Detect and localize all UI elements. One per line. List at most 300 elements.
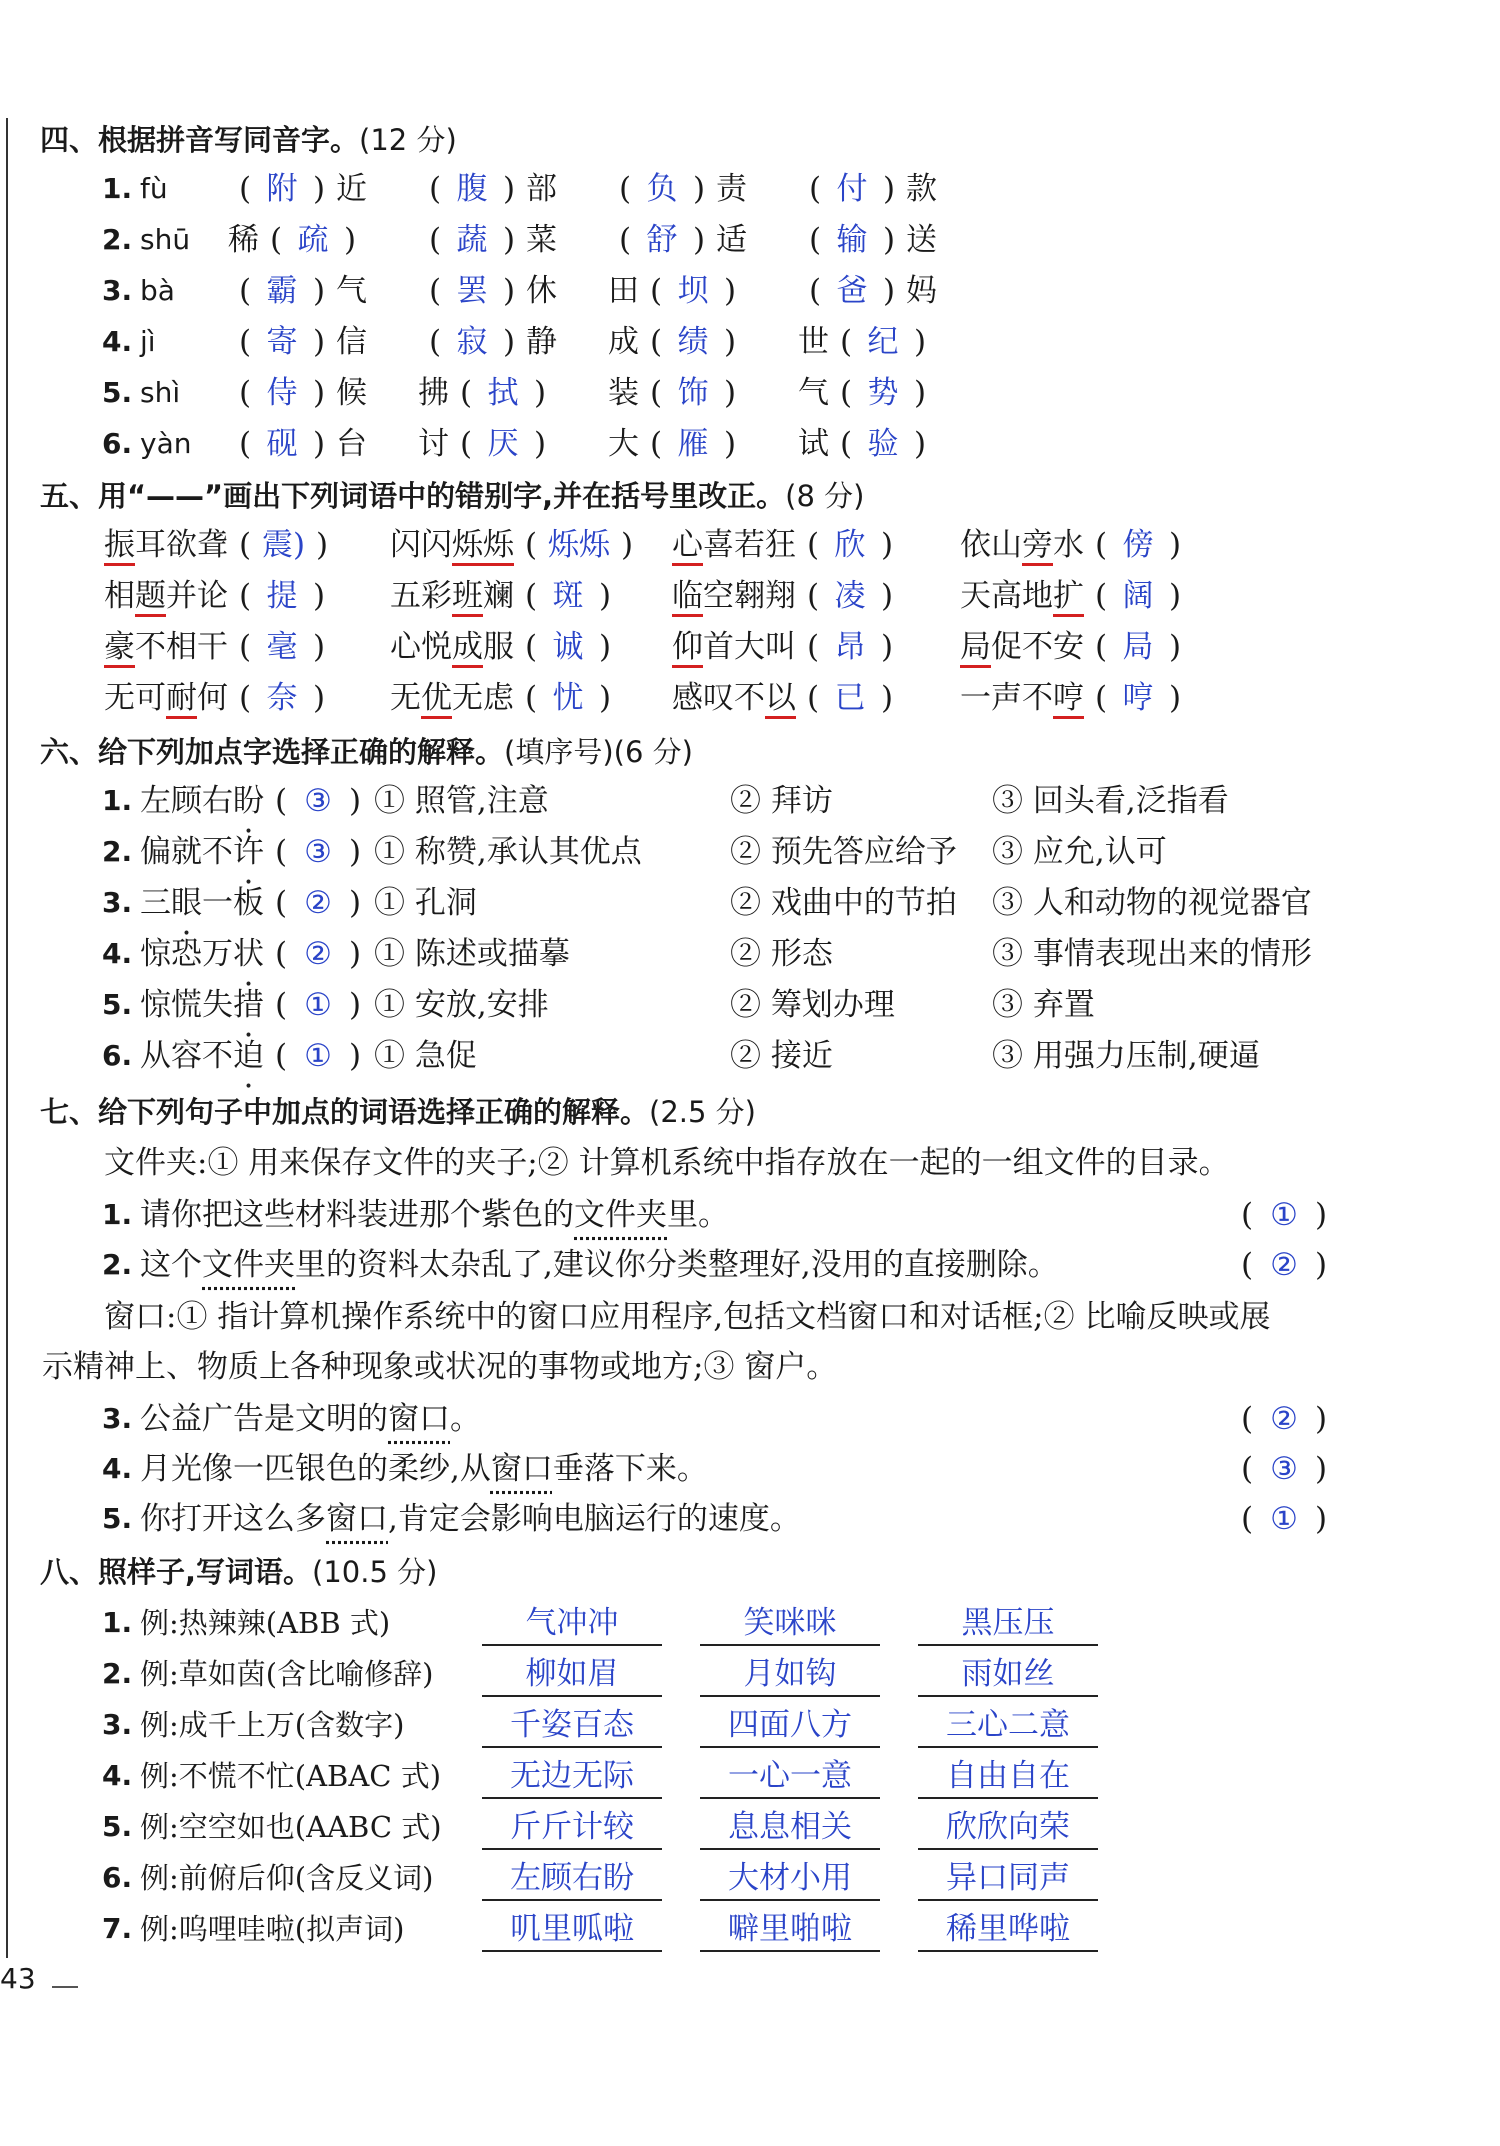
idiom-prefix: 无可 — [104, 680, 166, 716]
close-paren: ) — [348, 987, 362, 1023]
idiom-suffix: 喜若狂 — [703, 527, 796, 563]
example-prompt: 例:空空如也(AABC 式) — [140, 1810, 442, 1844]
answer-char: 舒 — [646, 222, 678, 258]
meaning-option: ① 孔洞 — [374, 885, 477, 921]
answer-char: 寄 — [266, 324, 298, 360]
answer-blank: 大材小用 — [700, 1855, 880, 1901]
corrected-char: 奈 — [266, 680, 298, 716]
answer-choice: ③ — [1270, 1451, 1298, 1487]
answer-char: 蔬 — [456, 222, 488, 258]
close-paren: ) — [692, 171, 706, 207]
idiom-suffix: 耳欲聋 — [135, 527, 228, 563]
answer-choice: ② — [304, 885, 332, 921]
close-paren: ) — [882, 171, 896, 207]
idiom-suffix: 不相干 — [135, 629, 228, 665]
meaning-option: ③ 用强力压制,硬逼 — [992, 1038, 1260, 1074]
close-paren: ) — [913, 426, 927, 462]
s4-row — [0, 421, 1500, 467]
close-paren: ) — [502, 171, 516, 207]
open-paren: ( — [649, 273, 663, 309]
answer-char: 砚 — [266, 426, 298, 462]
section-score: (12 分) — [359, 123, 457, 157]
s7-row — [0, 1242, 1500, 1288]
word-suffix: 信 — [336, 324, 367, 360]
idiom-correction — [672, 624, 904, 670]
corrected-char: 傍 — [1122, 527, 1154, 563]
wrong-char-underlined: 班 — [452, 578, 483, 617]
word-suffix: 静 — [526, 324, 557, 360]
idiom-text: 从容不 — [140, 1038, 233, 1074]
meaning-option: ② 筹划办理 — [730, 987, 895, 1023]
word-prefix: 成 — [608, 324, 639, 360]
wrong-char-underlined: 仰 — [672, 629, 703, 668]
close-paren: ) — [348, 936, 362, 972]
close-paren: ) — [316, 527, 329, 563]
answer-char: 附 — [266, 171, 298, 207]
word-suffix: 款 — [906, 171, 937, 207]
answer-blank: 黑压压 — [918, 1600, 1098, 1646]
section-7-heading — [40, 1090, 756, 1131]
meaning-option: ① 称赞,承认其优点 — [374, 834, 642, 870]
s5-row — [0, 522, 1500, 568]
open-paren: ( — [524, 629, 538, 665]
close-paren: ) — [620, 527, 634, 563]
answer-char: 疏 — [297, 222, 329, 258]
idiom-with-dot — [140, 982, 372, 1028]
answer-blank: 千姿百态 — [482, 1702, 662, 1748]
item-number: 3. — [102, 1402, 133, 1435]
corrected-char: 震) — [262, 527, 306, 563]
close-paren: ) — [533, 375, 547, 411]
item-number: 6. — [102, 427, 133, 460]
dotted-word: 文件夹 — [574, 1197, 667, 1233]
sentence — [140, 1242, 1059, 1288]
open-paren: ( — [274, 783, 288, 819]
sentence-text: ,肯定会影响电脑运行的速度。 — [388, 1501, 801, 1537]
dotted-char: 盼 — [233, 783, 264, 819]
open-paren: ( — [274, 1038, 288, 1074]
close-paren: ) — [1314, 1197, 1328, 1233]
word-suffix: 责 — [716, 171, 747, 207]
idiom-correction — [960, 624, 1192, 670]
s5-row — [0, 624, 1500, 670]
idiom-with-dot — [140, 829, 372, 875]
word-suffix: 部 — [526, 171, 557, 207]
dotted-char: 措 — [233, 987, 264, 1023]
answer-char: 腹 — [456, 171, 488, 207]
dotted-word: 窗口 — [388, 1401, 450, 1437]
section-title: 七、给下列句子中加点的词语选择正确的解释。 — [40, 1095, 650, 1129]
open-paren: ( — [839, 426, 853, 462]
close-paren: ) — [723, 324, 737, 360]
s7-row — [0, 1496, 1500, 1542]
item-number: 7. — [102, 1912, 133, 1945]
open-paren: ( — [238, 273, 252, 309]
idiom-text: 左顾右 — [140, 783, 233, 819]
sentence-text: 公益广告是文明的 — [140, 1401, 388, 1437]
idiom-suffix: 无虑 — [452, 680, 514, 716]
idiom-correction — [104, 675, 336, 721]
open-paren: ( — [1240, 1451, 1254, 1487]
homophone-blank — [228, 370, 367, 416]
word-suffix: 近 — [336, 171, 367, 207]
wrong-char-underlined: 成 — [452, 629, 483, 668]
open-paren: ( — [238, 171, 252, 207]
s8-row — [0, 1600, 1500, 1646]
answer-char: 爸 — [836, 273, 868, 309]
close-paren: ) — [502, 222, 516, 258]
idiom-prefix: 一声不 — [960, 680, 1053, 716]
idiom-prefix: 天高地 — [960, 578, 1053, 614]
idiom-correction — [104, 624, 336, 670]
open-paren: ( — [238, 426, 252, 462]
idiom-suffix: 首大叫 — [703, 629, 796, 665]
example-prompt: 例:草如茵(含比喻修辞) — [140, 1657, 434, 1691]
wrong-char-underlined: 耐 — [166, 680, 197, 719]
wrong-char-underlined: 振 — [104, 527, 135, 566]
answer-blank: 噼里啪啦 — [700, 1906, 880, 1952]
close-paren: ) — [343, 222, 357, 258]
close-paren: ) — [1168, 578, 1182, 614]
s6-row — [0, 880, 1500, 926]
close-paren: ) — [880, 680, 894, 716]
close-paren: ) — [1314, 1247, 1328, 1283]
answer-blank: 自由自在 — [918, 1753, 1098, 1799]
answer-char: 厌 — [487, 426, 519, 462]
section-5-heading — [40, 474, 864, 515]
item-number: 4. — [102, 937, 133, 970]
homophone-blank — [798, 217, 937, 263]
open-paren: ( — [1240, 1197, 1254, 1233]
sentence-text: 垂落下来。 — [552, 1451, 708, 1487]
answer-char: 寂 — [456, 324, 488, 360]
example-prompt: 例:热辣辣(ABB 式) — [140, 1606, 391, 1640]
idiom-correction — [390, 675, 622, 721]
s8-row — [0, 1855, 1500, 1901]
corrected-char: 诚 — [552, 629, 584, 665]
wrong-char-underlined: 旁 — [1022, 527, 1053, 566]
answer-char: 饰 — [677, 375, 709, 411]
idiom-text: 惊慌失 — [140, 987, 233, 1023]
open-paren: ( — [839, 375, 853, 411]
word-suffix: 休 — [526, 273, 557, 309]
answer-char: 负 — [646, 171, 678, 207]
idiom-prefix: 感叹不 — [672, 680, 765, 716]
answer-blank: 无边无际 — [482, 1753, 662, 1799]
close-paren: ) — [502, 273, 516, 309]
answer-choice: ① — [1270, 1501, 1298, 1537]
meaning-option: ① 急促 — [374, 1038, 477, 1074]
item-number: 5. — [102, 1810, 133, 1843]
idiom-suffix: 水 — [1053, 527, 1084, 563]
corrected-char: 阔 — [1122, 578, 1154, 614]
open-paren: ( — [238, 629, 252, 665]
dotted-word: 窗口 — [326, 1501, 388, 1537]
answer-choice: ① — [1270, 1197, 1298, 1233]
idiom-prefix: 无 — [390, 680, 421, 716]
open-paren: ( — [238, 578, 252, 614]
answer-blank: 笑咪咪 — [700, 1600, 880, 1646]
close-paren: ) — [598, 680, 612, 716]
idiom-suffix: 并论 — [166, 578, 228, 614]
close-paren: ) — [723, 426, 737, 462]
close-paren: ) — [312, 324, 326, 360]
section-title: 五、用“——”画出下列词语中的错别字,并在括号里改正。 — [40, 479, 786, 513]
idiom-correction — [960, 522, 1192, 568]
dotted-word: 窗口 — [490, 1451, 553, 1487]
s5-row — [0, 573, 1500, 619]
homophone-blank — [418, 319, 557, 365]
answer-blank: 气冲冲 — [482, 1600, 662, 1646]
word-prefix: 试 — [798, 426, 829, 462]
homophone-blank — [418, 217, 557, 263]
answer-choice: ① — [304, 1038, 332, 1074]
close-paren: ) — [880, 629, 894, 665]
sentence-text: 里。 — [667, 1197, 729, 1233]
item-number: 1. — [102, 1606, 133, 1639]
meaning-option: ② 形态 — [730, 936, 833, 972]
wrong-char-underlined: 烁烁 — [452, 527, 514, 566]
open-paren: ( — [1094, 527, 1108, 563]
item-number: 6. — [102, 1861, 133, 1894]
homophone-blank — [608, 268, 747, 314]
meaning-option: ① 陈述或描摹 — [374, 936, 570, 972]
pinyin: shì — [140, 376, 181, 409]
item-number: 4. — [102, 1452, 133, 1485]
wrong-char-underlined: 哼 — [1053, 680, 1084, 719]
homophone-blank — [418, 370, 557, 416]
homophone-blank — [228, 217, 367, 263]
item-number: 6. — [102, 1039, 133, 1072]
s8-row — [0, 1906, 1500, 1952]
example-prompt: 例:不慌不忙(ABAC 式) — [140, 1759, 442, 1793]
sentence-text: 。 — [450, 1401, 481, 1437]
s7-row — [0, 1192, 1500, 1238]
corrected-char: 烁烁 — [548, 527, 610, 563]
answer-blank: 稀里哗啦 — [918, 1906, 1098, 1952]
idiom-correction — [390, 573, 622, 619]
dotted-word: 文件夹 — [202, 1247, 295, 1283]
word-prefix: 世 — [798, 324, 829, 360]
open-paren: ( — [806, 527, 820, 563]
homophone-blank — [608, 166, 747, 212]
open-paren: ( — [1240, 1401, 1254, 1437]
close-paren: ) — [348, 834, 362, 870]
example-prompt: 例:成千上万(含数字) — [140, 1708, 405, 1742]
item-number: 5. — [102, 1502, 133, 1535]
answer-blank: 息息相关 — [700, 1804, 880, 1850]
open-paren: ( — [806, 680, 820, 716]
homophone-blank — [418, 166, 557, 212]
item-number: 2. — [102, 1657, 133, 1690]
item-number: 4. — [102, 325, 133, 358]
word-prefix: 气 — [798, 375, 829, 411]
item-number: 3. — [102, 886, 133, 919]
answer-slot — [1230, 1496, 1338, 1542]
answer-char: 坝 — [677, 273, 709, 309]
s8-row — [0, 1804, 1500, 1850]
s6-row — [0, 778, 1500, 824]
open-paren: ( — [459, 426, 473, 462]
corrected-char: 昂 — [834, 629, 866, 665]
homophone-blank — [418, 268, 557, 314]
page-number-dash — [52, 1986, 78, 1988]
item-number: 3. — [102, 1708, 133, 1741]
homophone-blank — [418, 421, 557, 467]
item-number: 1. — [102, 784, 133, 817]
definition-window-line1: 窗口:① 指计算机操作系统中的窗口应用程序,包括文档窗口和对话框;② 比喻反映或展 — [104, 1299, 1271, 1335]
answer-char: 势 — [867, 375, 899, 411]
corrected-char: 欣 — [834, 527, 866, 563]
word-prefix: 稀 — [228, 222, 259, 258]
open-paren: ( — [1094, 680, 1108, 716]
answer-char: 绩 — [677, 324, 709, 360]
answer-char: 雁 — [677, 426, 709, 462]
word-suffix: 气 — [336, 273, 367, 309]
close-paren: ) — [723, 273, 737, 309]
answer-choice: ③ — [304, 834, 332, 870]
idiom-suffix: 促不安 — [991, 629, 1084, 665]
definition-folder: 文件夹:① 用来保存文件的夹子;② 计算机系统中指存放在一起的一组文件的目录。 — [104, 1145, 1230, 1181]
close-paren: ) — [880, 578, 894, 614]
pinyin: shū — [140, 223, 191, 256]
idiom-prefix: 心悦 — [390, 629, 452, 665]
word-suffix: 候 — [336, 375, 367, 411]
close-paren: ) — [880, 527, 894, 563]
answer-char: 罢 — [456, 273, 488, 309]
open-paren: ( — [1094, 629, 1108, 665]
answer-blank: 欣欣向荣 — [918, 1804, 1098, 1850]
s4-row — [0, 217, 1500, 263]
s6-row — [0, 982, 1500, 1028]
word-suffix: 台 — [336, 426, 367, 462]
corrected-char: 提 — [266, 578, 298, 614]
close-paren: ) — [312, 680, 326, 716]
close-paren: ) — [348, 783, 362, 819]
idiom-prefix: 相 — [104, 578, 135, 614]
open-paren: ( — [806, 578, 820, 614]
close-paren: ) — [913, 375, 927, 411]
answer-blank: 一心一意 — [700, 1753, 880, 1799]
corrected-char: 斑 — [552, 578, 584, 614]
idiom-text: 一板 — [202, 885, 264, 921]
answer-choice: ③ — [304, 783, 332, 819]
meaning-option: ① 安放,安排 — [374, 987, 549, 1023]
wrong-char-underlined: 扩 — [1053, 578, 1084, 617]
s4-row — [0, 319, 1500, 365]
section-title: 四、根据拼音写同音字。 — [40, 123, 360, 157]
open-paren: ( — [524, 578, 538, 614]
meaning-option: ① 照管,注意 — [374, 783, 549, 819]
meaning-option: ② 拜访 — [730, 783, 833, 819]
dotted-char: 迫 — [233, 1038, 264, 1074]
corrected-char: 哼 — [1122, 680, 1154, 716]
homophone-blank — [798, 319, 937, 365]
word-suffix: 菜 — [526, 222, 557, 258]
answer-blank: 四面八方 — [700, 1702, 880, 1748]
answer-blank: 柳如眉 — [482, 1651, 662, 1697]
s8-row — [0, 1651, 1500, 1697]
sentence — [140, 1192, 729, 1238]
idiom-correction — [672, 522, 904, 568]
open-paren: ( — [839, 324, 853, 360]
meaning-option: ② 预先答应给予 — [730, 834, 957, 870]
close-paren: ) — [1314, 1501, 1328, 1537]
pinyin: yàn — [140, 427, 192, 460]
open-paren: ( — [649, 426, 663, 462]
answer-slot — [1230, 1242, 1338, 1288]
answer-choice: ② — [1270, 1401, 1298, 1437]
wrong-char-underlined: 优 — [421, 680, 452, 719]
dotted-char: 许 — [233, 834, 264, 870]
section-8-heading — [40, 1550, 437, 1591]
answer-blank: 叽里呱啦 — [482, 1906, 662, 1952]
answer-choice: ② — [304, 936, 332, 972]
answer-slot — [1230, 1192, 1338, 1238]
sentence — [140, 1396, 481, 1442]
item-number: 1. — [102, 172, 133, 205]
pinyin: bà — [140, 274, 175, 307]
open-paren: ( — [238, 680, 252, 716]
example-prompt: 例:前俯后仰(含反义词) — [140, 1861, 434, 1895]
close-paren: ) — [312, 273, 326, 309]
idiom-correction — [960, 675, 1192, 721]
homophone-blank — [798, 166, 937, 212]
open-paren: ( — [238, 324, 252, 360]
open-paren: ( — [808, 222, 822, 258]
example-prompt: 例:呜哩哇啦(拟声词) — [140, 1912, 405, 1946]
section-score: (8 分) — [785, 479, 865, 513]
close-paren: ) — [1168, 680, 1182, 716]
open-paren: ( — [428, 273, 442, 309]
idiom-prefix: 五彩 — [390, 578, 452, 614]
corrected-char: 局 — [1122, 629, 1154, 665]
open-paren: ( — [649, 375, 663, 411]
idiom-text: 偏就不 — [140, 834, 233, 870]
wrong-char-underlined: 临 — [672, 578, 703, 617]
word-prefix: 讨 — [418, 426, 449, 462]
definition-window-line2: 示精神上、物质上各种现象或状况的事物或地方;③ 窗户。 — [42, 1349, 838, 1385]
homophone-blank — [608, 370, 747, 416]
idiom-suffix: 斓 — [483, 578, 514, 614]
homophone-blank — [228, 319, 367, 365]
homophone-blank — [228, 166, 367, 212]
item-number: 5. — [102, 988, 133, 1021]
homophone-blank — [608, 319, 747, 365]
open-paren: ( — [238, 527, 252, 563]
wrong-char-underlined: 豪 — [104, 629, 135, 668]
s6-row — [0, 1033, 1500, 1079]
close-paren: ) — [882, 273, 896, 309]
meaning-option: ② 接近 — [730, 1038, 833, 1074]
open-paren: ( — [428, 222, 442, 258]
open-paren: ( — [808, 273, 822, 309]
open-paren: ( — [274, 987, 288, 1023]
idiom-with-dot — [140, 880, 372, 926]
dotted-char: 状 — [233, 936, 264, 972]
section-score: (10.5 分) — [312, 1555, 438, 1589]
answer-blank: 月如钩 — [700, 1651, 880, 1697]
section-score: (2.5 分) — [649, 1095, 756, 1129]
answer-blank: 三心二意 — [918, 1702, 1098, 1748]
open-paren: ( — [274, 834, 288, 870]
s4-row — [0, 370, 1500, 416]
meaning-option: ③ 事情表现出来的情形 — [992, 936, 1312, 972]
idiom-correction — [104, 522, 339, 568]
wrong-char-underlined: 以 — [765, 680, 796, 719]
answer-char: 侍 — [266, 375, 298, 411]
meaning-option: ③ 人和动物的视觉器官 — [992, 885, 1312, 921]
